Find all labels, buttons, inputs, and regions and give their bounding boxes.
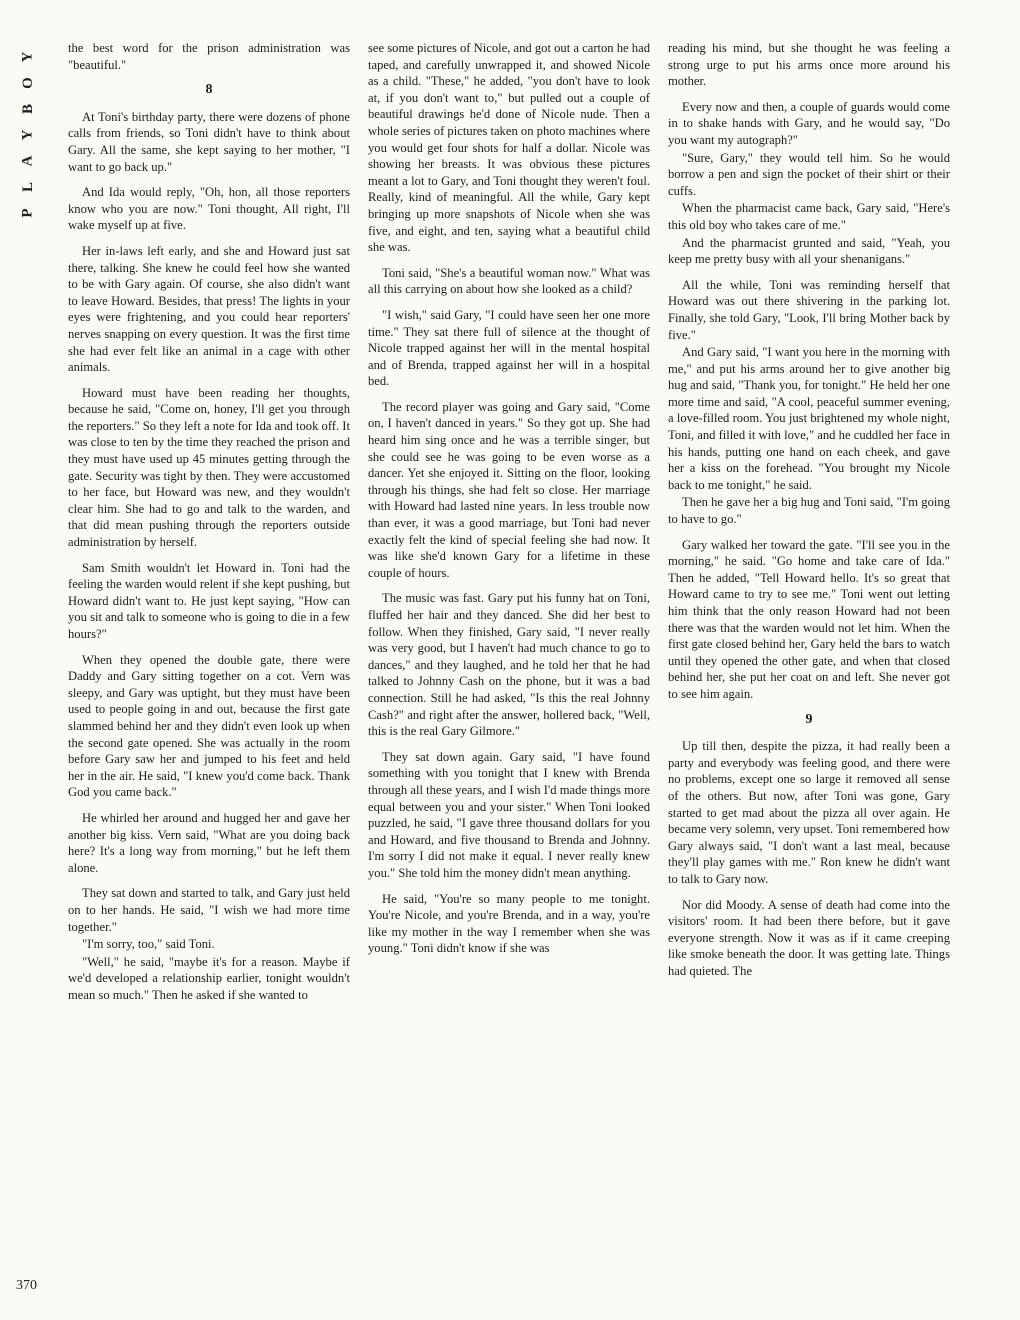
paragraph: The music was fast. Gary put his funny hat on Toni, fluffed her hair and they danced. She did her best to follow. When they finished, Gary said, "I never really was very good, but I haven't had much chance to go to dances," and they laughed, and he told her that he had talked to Johnny Cash on the phone, but it was a bad connection. Still he had asked, "Is this the real Johnny Cash?" and right after the answer, hollered back, "Well, this is the real Gary Gilmore." xyxy=(368,591,650,739)
paragraph: Up till then, despite the pizza, it had really been a party and everybody was feeling good, and there were no problems, except one so large it removed all sense of the others. But now, after Toni was gone, Gary started to get mad about the pizza all over again. He became very solemn, very upset. Toni remembered how Gary always said, "I don't want a last meal, because they'll play games with me." Ron knew he didn't want to talk to Gary now. xyxy=(668,739,950,886)
paragraph: All the while, Toni was reminding herself that Howard was out there shivering in the parking lot. Finally, she told Gary, "Look, I'll bring Mother back by five." xyxy=(668,277,950,342)
paragraph: And Gary said, "I want you here in the morning with me," and put his arms around her to give another big hug and said, "Thank you, for tonight." He held her one more time and said, "A cool, peaceful summer evening, a love-filled room. You just brightened my whole night, Toni, and filled it with love," and he cuddled her face in his hands, putting one hand on each cheek, and gave her a kiss on the forehead. "You brought my Nicole back to me tonight," he said. xyxy=(668,345,950,492)
page-number: 370 xyxy=(16,1278,37,1293)
paragraph: And Ida would reply, "Oh, hon, all those reporters know who you are now." Toni thought, All right, I'll wake myself up at five. xyxy=(68,185,350,233)
text-column-3 xyxy=(668,40,950,1290)
paragraph: When they opened the double gate, there were Daddy and Gary sitting together on a cot. Vern was sleepy, and Gary was uptight, but they must have been used to people going in and out, because the first gate slammed behind her and they didn't even look up when the second gate opened. She was actually in the room before Gary saw her and jumped to his feet and held her in the air. He said, "I knew you'd come back. Thank God you came back." xyxy=(68,652,350,800)
magazine-letter: Y xyxy=(19,51,36,63)
magazine-letter: A xyxy=(19,155,36,167)
text-column-1 xyxy=(68,40,350,1290)
text-column-2 xyxy=(368,40,650,1290)
section-number: 8 xyxy=(205,82,213,98)
paragraph: "Well," he said, "maybe it's for a reason. Maybe if we'd developed a relationship earlier, tonight wouldn't mean so much." Then he asked if she wanted to xyxy=(68,954,350,1002)
paragraph: They sat down and started to talk, and Gary just held on to her hands. He said, "I wish we had more time together." xyxy=(68,886,350,934)
paragraph: And the pharmacist grunted and said, "Yeah, you keep me pretty busy with all your shenanigans." xyxy=(668,235,950,267)
magazine-letter: L xyxy=(19,181,36,193)
paragraph: reading his mind, but she thought he was feeling a strong urge to put his arms once more around his mother. xyxy=(668,41,950,89)
paragraph: "Sure, Gary," they would tell him. So he would borrow a pen and sign the pocket of their shirt or their cuffs. xyxy=(668,150,950,198)
magazine-letter: P xyxy=(19,208,36,218)
paragraph: Howard must have been reading her thoughts, because he said, "Come on, honey, I'll get you through the reporters." So they left a note for Ida and took off. It was close to ten by the time they reached the prison and they must have used up 45 minutes getting through the gate. Security was tight by then. They were accustomed to her face, but Howard was new, and they wouldn't clear him. She had to go and talk to the warden, and that did mean pushing through the reporters outside administration by herself. xyxy=(68,385,350,550)
paragraph: "I'm sorry, too," said Toni. xyxy=(82,937,215,952)
magazine-name xyxy=(19,44,36,226)
paragraph: When the pharmacist came back, Gary said, "Here's this old boy who takes care of me." xyxy=(668,201,950,232)
paragraph: Gary walked her toward the gate. "I'll see you in the morning," he said. "Go home and take care of Ida." Then he added, "Tell Howard hello. It's so great that Howard came to try to see me." Toni went out letting him think that the only reason Howard had not been there was that the warden would not let him. When the first gate closed behind her, Gary held the bars to watch until they opened the other gate, and when that closed behind her, she put her coat on and left. She never got to see him again. xyxy=(668,537,950,701)
paragraph: "I wish," said Gary, "I could have seen her one more time." They sat there full of silence at the thought of Nicole trapped against her will in the mental hospital and of Brenda, trapped against her will in a hospital bed. xyxy=(368,307,650,389)
paragraph: They sat down again. Gary said, "I have found something with you tonight that I knew with Brenda through all these years, and I wish I'd made things more equal between you and your sister." When Toni looked puzzled, he said, "I gave three thousand dollars for you and Howard, and five thousand to Brenda and Johnny. I'm sorry I did not make it equal. I never really knew you." She told him the money didn't mean anything. xyxy=(368,749,650,880)
paragraph: see some pictures of Nicole, and got out a carton he had taped, and carefully unwrapped it, and showed Nicole as a child. "These," he added, "you don't have to look at, if you don't want to," but pulled out a couple of beautiful drawings he'd done of Nicole nude. Then a whole series of pictures taken on photo machines where you would get four shots for half a dollar. Nicole was showing her breasts. It was obvious these pictures meant a lot to Gary, and Toni thought they weren't foul. Really, kind of meaningful. All the while, Gary kept bringing up more snapshots of Nicole when she was five, and eight, and ten, saying what a beautiful child she was. xyxy=(368,41,650,255)
paragraph: Then he gave her a big hug and Toni said, "I'm going to have to go." xyxy=(668,495,950,527)
paragraph: Her in-laws left early, and she and Howard just sat there, talking. She knew he could feel how she wanted to be with Gary again. Of course, she also didn't want to leave Howard. Besides, that press! The lights in your eyes were frightening, and you could hear reporters' nerves snapping on every question. It was the first time she had ever felt like an animal in a cage with other animals. xyxy=(68,243,350,375)
paragraph: At Toni's birthday party, there were dozens of phone calls from friends, so Toni didn't have to think about Gary. All the same, she kept saying to her mother, "I want to go back up." xyxy=(68,109,350,174)
paragraph: the best word for the prison administration was "beautiful." xyxy=(68,41,350,72)
paragraph: He whirled her around and hugged her and gave her another big kiss. Vern said, "What are you doing back here? It's a long way from morning," but he left them alone. xyxy=(68,810,350,875)
paragraph: Sam Smith wouldn't let Howard in. Toni had the feeling the warden would relent if she kept pushing, but Howard didn't want to. He just kept saying, "How can you sit and talk to someone who is going to die in a few hours?" xyxy=(68,560,350,641)
paragraph: He said, "You're so many people to me tonight. You're Nicole, and you're Brenda, and in a way, you're like my mother in the way I remember when she was young." Toni didn't know if she was xyxy=(368,891,650,956)
paragraph: Toni said, "She's a beautiful woman now." What was all this carrying on about how she looked as a child? xyxy=(368,265,650,297)
paragraph: Every now and then, a couple of guards would come in to shake hands with Gary, and he would say, "Do you want my autograph?" xyxy=(668,99,950,147)
paragraph: Nor did Moody. A sense of death had come into the visitors' room. It had been there before, but it gave everyone strength. Now it was as if it came creeping like smoke beneath the door. It was getting late. Things had quieted. The xyxy=(668,897,950,978)
section-number: 9 xyxy=(805,711,813,727)
magazine-letter: Y xyxy=(19,129,36,141)
paragraph: The record player was going and Gary said, "Come on, I haven't danced in years." So they got up. She had heard him sing once and he was a terrible singer, but she could see he was going to be even worse as a dancer. Yet she enjoyed it. Sitting on the floor, looking through his things, she had felt so close. Her marriage with Howard had lasted nine years. In less trouble now than ever, it was a good marriage, but Toni had never exactly felt the kind of special feeling she had now. It was like she'd known Gary for a lifetime in these couple of hours. xyxy=(368,399,650,580)
magazine-letter: B xyxy=(19,103,36,115)
magazine-letter: O xyxy=(19,77,36,89)
